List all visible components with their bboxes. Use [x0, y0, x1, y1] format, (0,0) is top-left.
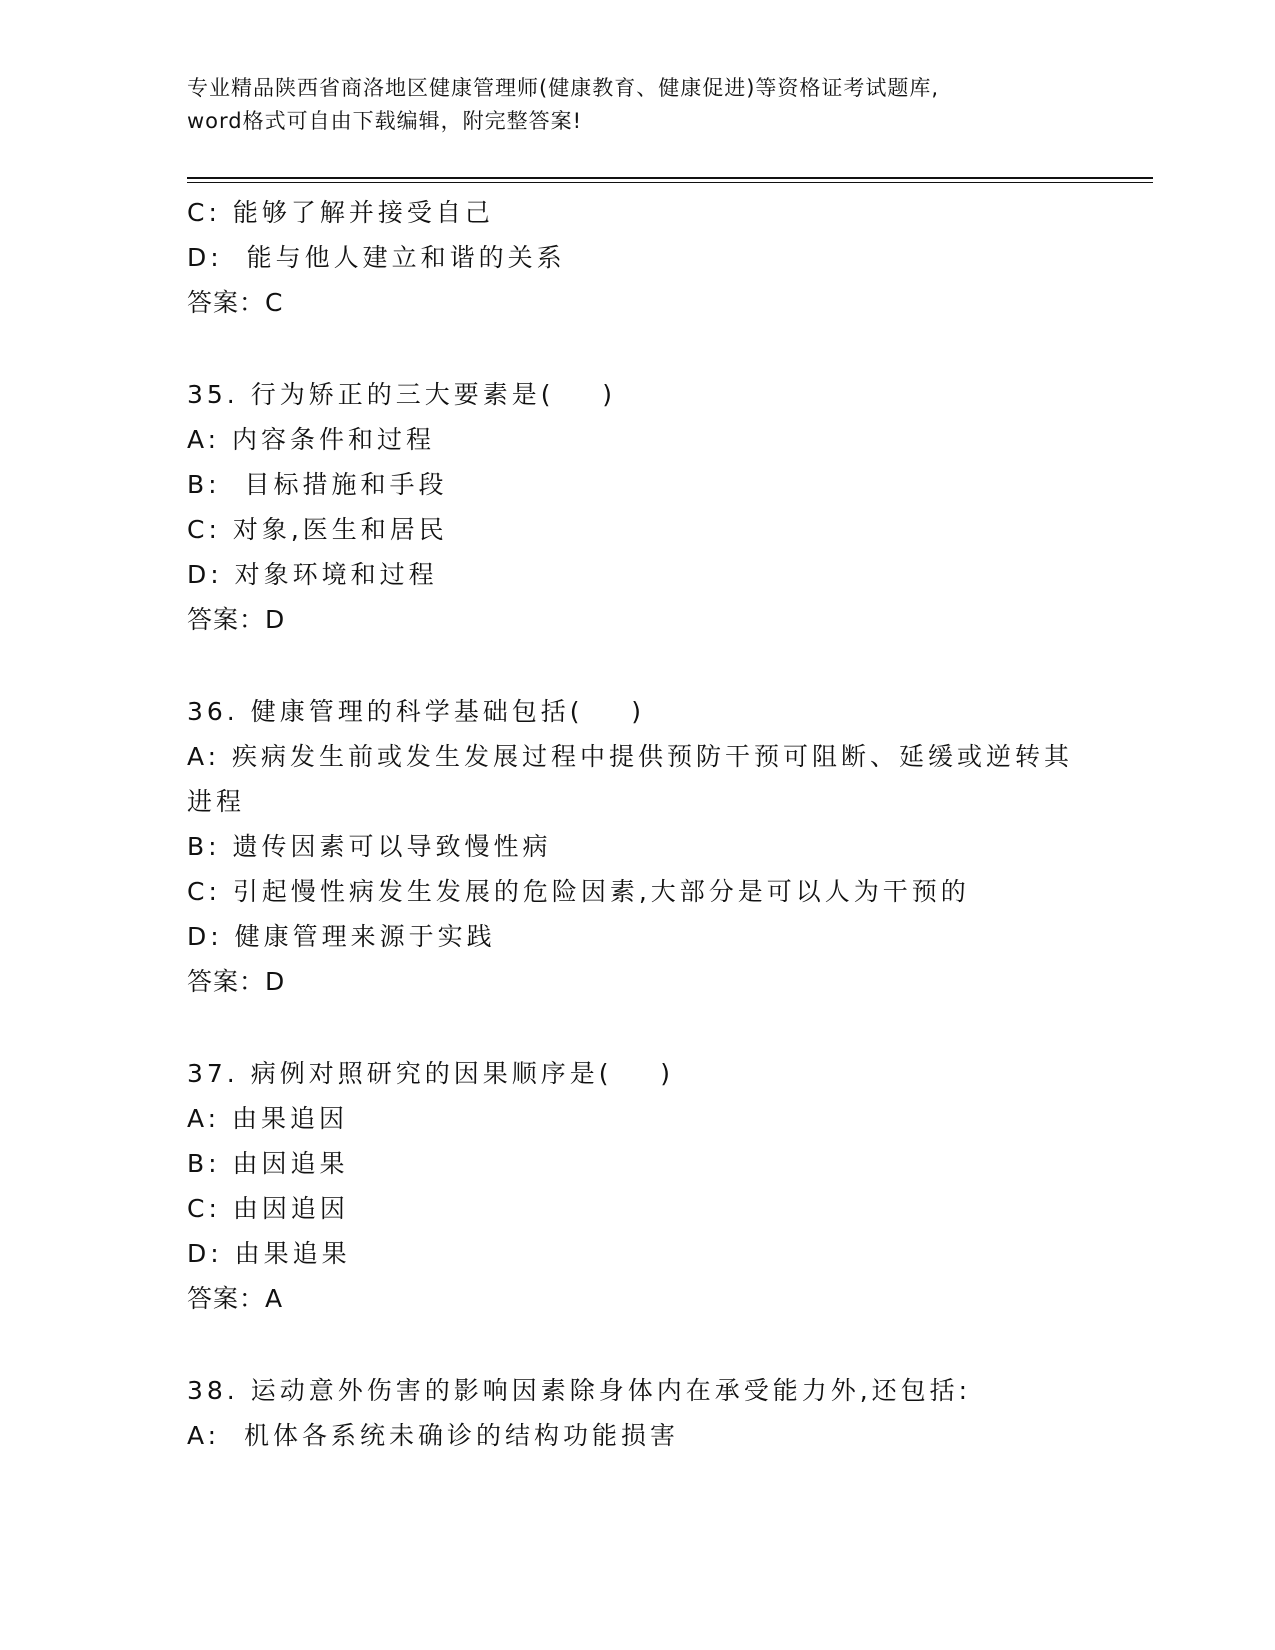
answer-label: 答案：C — [187, 288, 284, 317]
option-d: D: 能与他人建立和谐的关系 — [187, 243, 566, 272]
question-stem: 38. 运动意外伤害的影响因素除身体内在承受能力外,还包括: — [187, 1376, 972, 1405]
question-stem: 35. 行为矫正的三大要素是( ) — [187, 380, 616, 409]
question-list — [187, 190, 1077, 1458]
option-b: B: 由因追果 — [187, 1149, 349, 1178]
question-block-38 — [187, 1368, 1077, 1458]
option-c: C: 由因追因 — [187, 1194, 349, 1223]
option-b: B: 目标措施和手段 — [187, 470, 448, 499]
question-stem: 37. 病例对照研究的因果顺序是( ) — [187, 1059, 675, 1088]
answer-label: 答案：D — [187, 967, 286, 996]
question-block-34 — [187, 190, 1077, 325]
question-block-35 — [187, 372, 1077, 642]
option-c: C: 引起慢性病发生发展的危险因素,大部分是可以人为干预的 — [187, 877, 970, 906]
option-c: C: 对象,医生和居民 — [187, 515, 448, 544]
header-line-2: word格式可自由下载编辑，附完整答案! — [187, 109, 583, 133]
option-a: A: 机体各系统未确诊的结构功能损害 — [187, 1421, 679, 1450]
option-c: C: 能够了解并接受自己 — [187, 198, 494, 227]
option-a: A: 由果追因 — [187, 1104, 349, 1133]
option-d: D: 由果追果 — [187, 1239, 351, 1268]
page-header — [187, 72, 1087, 138]
option-d: D: 健康管理来源于实践 — [187, 922, 496, 951]
header-line-1: 专业精品陕西省商洛地区健康管理师(健康教育、健康促进)等资格证考试题库, — [187, 76, 940, 100]
option-a: A: 疾病发生前或发生发展过程中提供预防干预可阻断、延缓或逆转其进程 — [187, 742, 1074, 816]
option-b: B: 遗传因素可以导致慢性病 — [187, 832, 552, 861]
option-a: A: 内容条件和过程 — [187, 425, 436, 454]
option-d: D: 对象环境和过程 — [187, 560, 438, 589]
header-divider-thin — [187, 182, 1153, 183]
question-block-36 — [187, 689, 1077, 1004]
answer-label: 答案：A — [187, 1284, 284, 1313]
answer-label: 答案：D — [187, 605, 286, 634]
question-block-37 — [187, 1051, 1077, 1321]
question-stem: 36. 健康管理的科学基础包括( ) — [187, 697, 646, 726]
header-divider-thick — [187, 177, 1153, 179]
